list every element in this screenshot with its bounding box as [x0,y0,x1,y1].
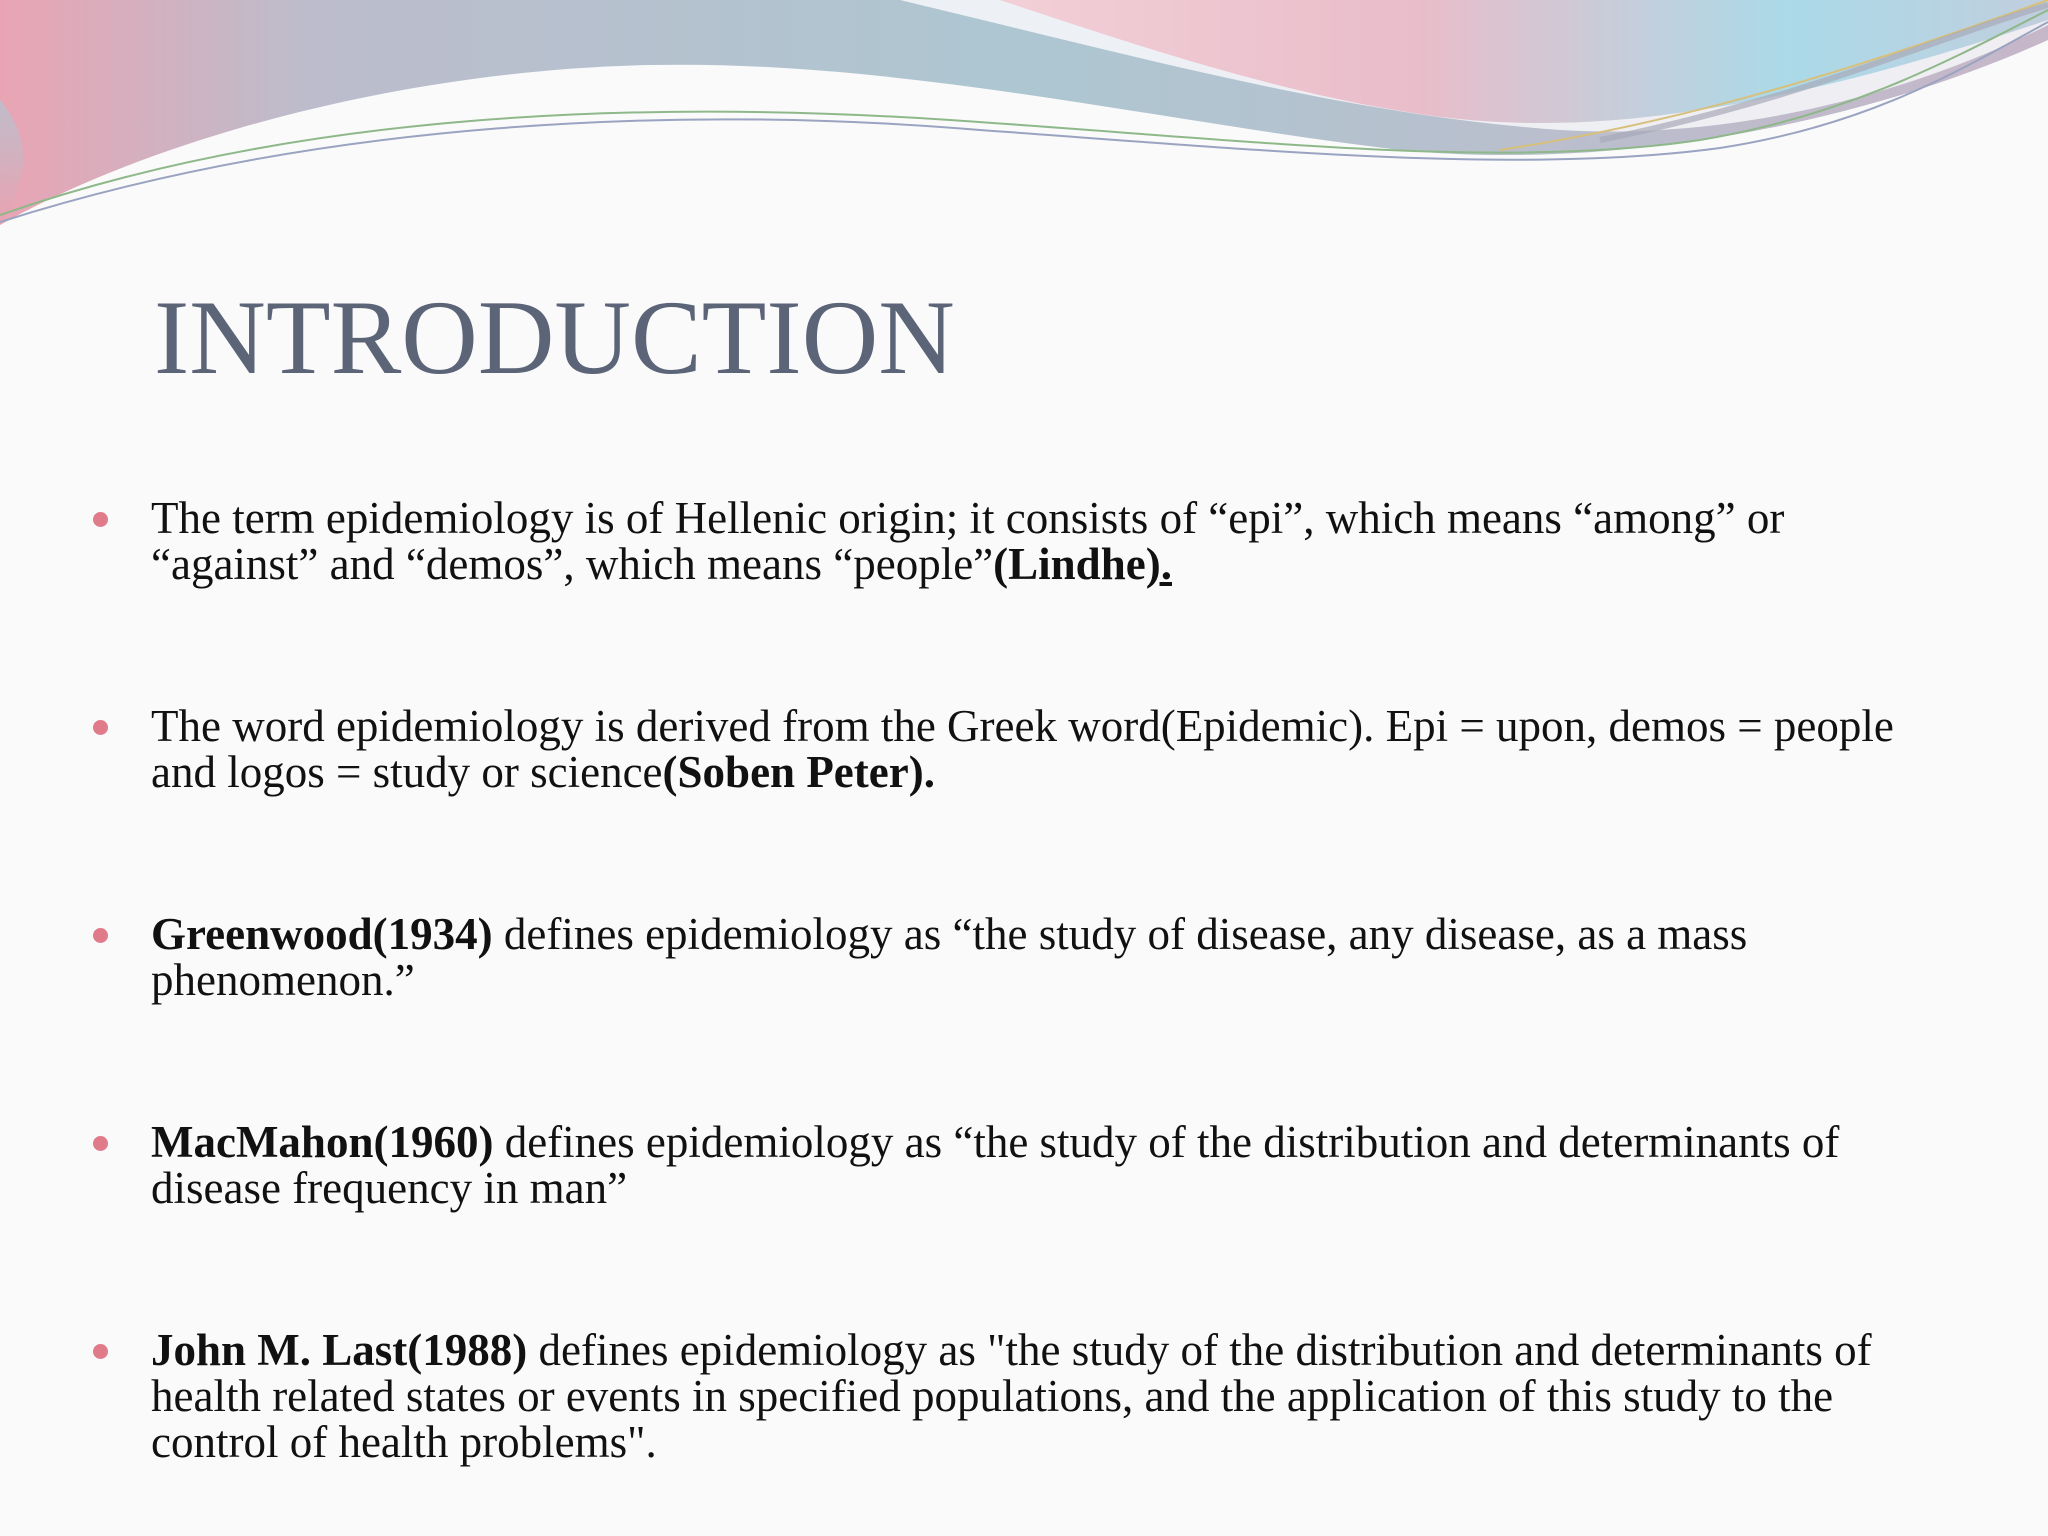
bullet-text: The word epidemiology is derived from the Greek word(Epidemic). Epi = upon, demos = people and logos = study or science [151,701,1894,797]
bullet-item-soben-peter [151,703,1931,795]
bullet-citation: (Soben Peter). [662,747,935,797]
bullet-dot-icon [93,720,108,735]
bullet-lead: John M. Last(1988) [151,1325,528,1375]
bullet-lead: Greenwood(1934) [151,909,493,959]
bullet-dot-icon [93,1344,108,1359]
bullet-item-lindhe [151,495,1931,587]
bullet-text: defines epidemiology as “the study of disease, any disease, as a mass phenomenon.” [151,909,1748,1005]
header-wave-decoration [0,0,2048,240]
bullet-text: The term epidemiology is of Hellenic origin; it consists of “epi”, which means “among” or “against” and “demos”, which means “people” [151,493,1785,589]
bullet-dot-icon [93,1136,108,1151]
slide-title: INTRODUCTION [154,279,955,396]
bullet-citation: (Lindhe [993,539,1146,589]
bullet-item-macmahon [151,1119,1931,1211]
bullet-list [151,495,1931,1536]
bullet-citation-underlined: ). [1145,539,1172,589]
bullet-item-greenwood [151,911,1931,1003]
bullet-dot-icon [93,928,108,943]
bullet-text: defines epidemiology as “the study of the distribution and determinants of disease frequency in man” [151,1117,1840,1213]
bullet-lead: MacMahon(1960) [151,1117,494,1167]
bullet-dot-icon [93,512,108,527]
bullet-text: defines epidemiology as "the study of the distribution and determinants of health related states or events in specified populations, and the application of this study to the control of health problems". [151,1325,1872,1467]
bullet-item-last [151,1327,1931,1465]
